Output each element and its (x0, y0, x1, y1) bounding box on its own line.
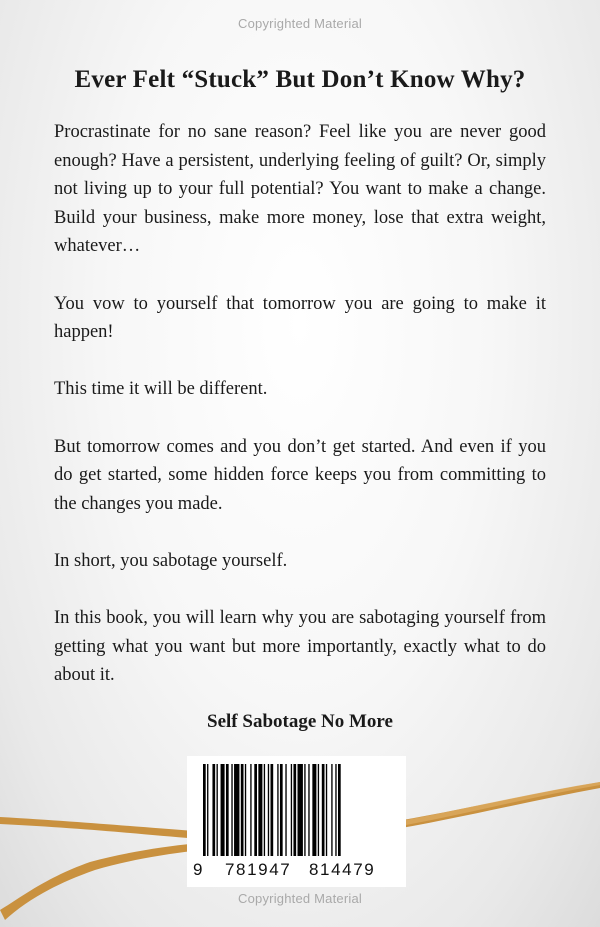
barcode-bar (326, 764, 327, 856)
barcode-bar (322, 764, 325, 856)
blurb-paragraph: But tomorrow comes and you don’t get started. And even if you do get started, some hidden force keeps you from committing to the changes you made. (54, 436, 546, 514)
copyright-watermark-top: Copyrighted Material (238, 16, 362, 31)
barcode-bar (217, 764, 218, 856)
barcode-bar (203, 764, 206, 856)
barcode-bar (285, 764, 286, 856)
barcode-bar (207, 764, 208, 856)
barcode-bar (221, 764, 225, 856)
barcode-bar (264, 764, 265, 856)
barcode-bar (298, 764, 303, 856)
barcode-bar (245, 764, 246, 856)
barcode-right-group: 814479 (309, 860, 376, 879)
barcode-bar (258, 764, 262, 856)
barcode-bar (226, 764, 229, 856)
barcode-bar (280, 764, 283, 856)
blurb-body (54, 118, 546, 718)
barcode-bar (268, 764, 269, 856)
barcode-bars (201, 764, 393, 856)
barcode-bar (304, 764, 305, 856)
barcode-bar (318, 764, 319, 856)
blurb-paragraph: Procrastinate for no sane reason? Feel like you are never good enough? Have a persistent, underlying feeling of guilt? Or, simply not living up to your full potential? You want to make a change. Build your business, make more money, lose that extra weight, whatever… (54, 122, 546, 257)
barcode-bar (212, 764, 215, 856)
barcode-bar (231, 764, 232, 856)
barcode-bar (271, 764, 274, 856)
barcode-digits (187, 860, 406, 880)
barcode-bar (277, 764, 278, 856)
barcode-bar (293, 764, 296, 856)
barcode-bar (254, 764, 257, 856)
closing-tagline: Self Sabotage No More (207, 711, 393, 732)
cover-headline: Ever Felt “Stuck” But Don’t Know Why? (74, 66, 526, 93)
blurb-paragraph: In short, you sabotage yourself. (54, 550, 288, 571)
barcode-bar (335, 764, 336, 856)
barcode-bar (250, 764, 251, 856)
barcode-bar (312, 764, 316, 856)
barcode-bar (331, 764, 332, 856)
isbn-barcode (187, 756, 406, 887)
barcode-bar (241, 764, 244, 856)
barcode-left-group: 781947 (225, 860, 292, 879)
blurb-paragraph: You vow to yourself that tomorrow you are going to make it happen! (54, 293, 546, 343)
barcode-bar (338, 764, 341, 856)
barcode-bar (308, 764, 309, 856)
blurb-paragraph: In this book, you will learn why you are sabotaging yourself from getting what you want but more importantly, exactly what to do about it. (54, 608, 546, 686)
copyright-watermark-bottom: Copyrighted Material (238, 891, 362, 906)
barcode-first-digit: 9 (193, 860, 203, 879)
barcode-bar (291, 764, 292, 856)
blurb-paragraph: This time it will be different. (54, 379, 268, 400)
barcode-bar (234, 764, 239, 856)
